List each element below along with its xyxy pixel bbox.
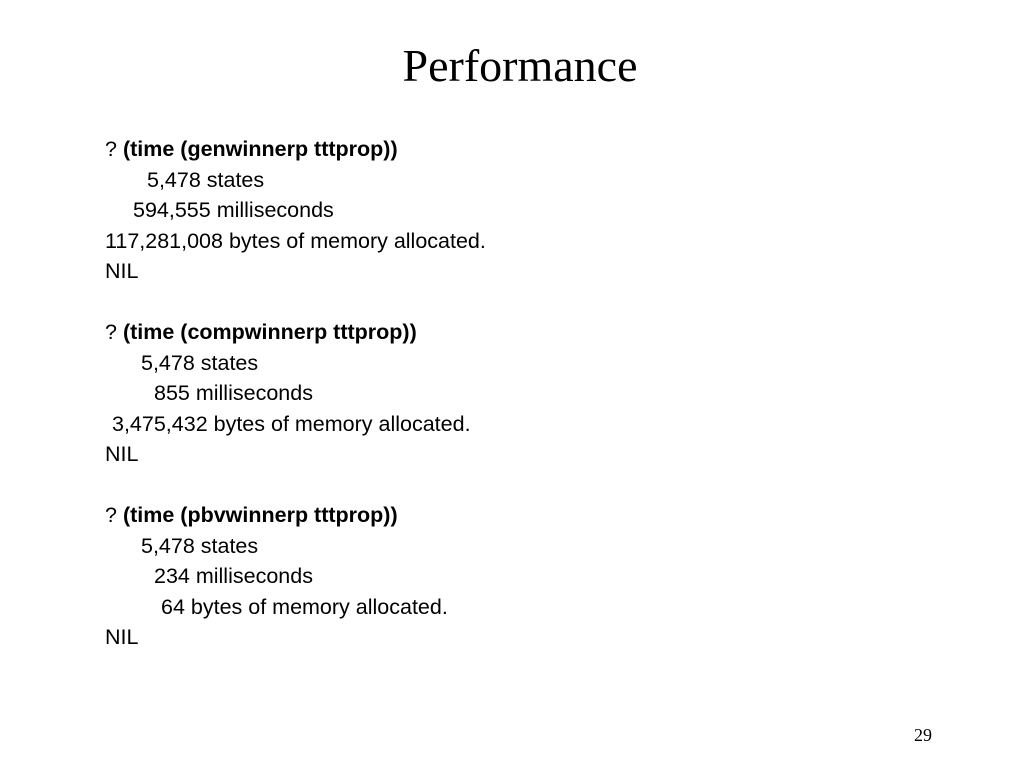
spacer <box>105 470 486 501</box>
slide-title: Performance <box>402 40 638 91</box>
time-line: 855 milliseconds <box>154 381 313 405</box>
command-line <box>105 317 486 348</box>
result-line: NIL <box>105 259 139 283</box>
result-line: NIL <box>105 442 139 466</box>
page-number: 29 <box>914 725 932 745</box>
command-text: (time (compwinnerp tttprop)) <box>122 320 417 344</box>
result-line: NIL <box>105 625 139 649</box>
command-line <box>105 134 486 165</box>
states-line: 5,478 states <box>147 167 265 192</box>
lisp-transcript <box>105 134 486 653</box>
command-text: (time (genwinnerp tttprop)) <box>122 137 398 161</box>
states-line: 5,478 states <box>141 350 259 375</box>
time-line: 234 milliseconds <box>154 564 313 588</box>
memory-line: 117,281,008 bytes of memory allocated. <box>105 228 486 253</box>
time-line: 594,555 milliseconds <box>133 198 334 222</box>
spacer <box>105 287 486 318</box>
prompt-symbol: ? <box>105 320 123 344</box>
states-line: 5,478 states <box>141 533 259 558</box>
prompt-symbol: ? <box>105 503 123 527</box>
command-line <box>105 500 486 531</box>
memory-line: 3,475,432 bytes of memory allocated. <box>112 411 471 436</box>
command-text: (time (pbvwinnerp tttprop)) <box>122 503 398 527</box>
memory-line: 64 bytes of memory allocated. <box>161 594 448 619</box>
prompt-symbol: ? <box>105 137 123 161</box>
